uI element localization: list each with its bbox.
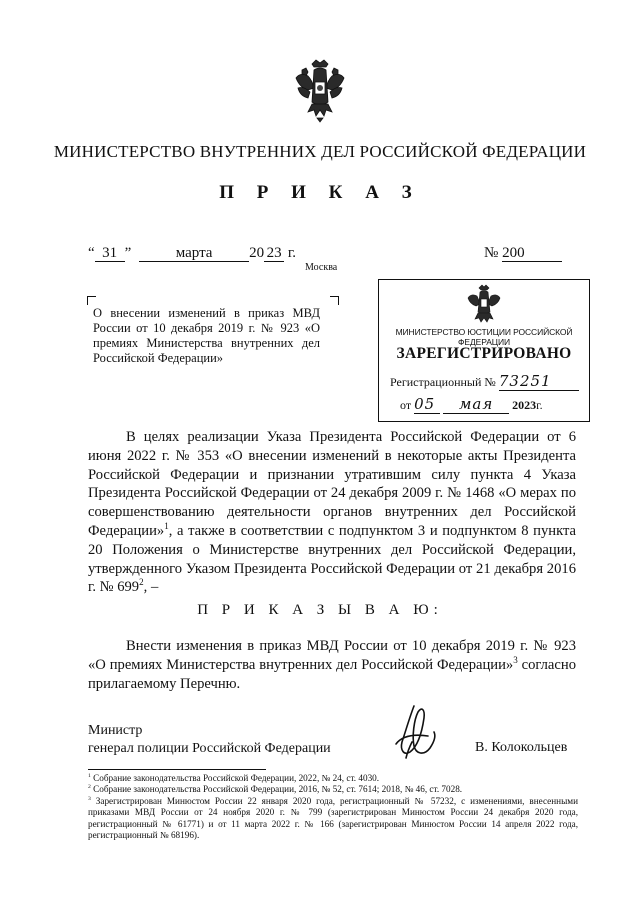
stamp-date-day: 05 [414,395,440,414]
footnote-ref-2: 2 [139,577,144,588]
footnote-1 [88,773,578,784]
stamp-reg-number: 73251 [499,372,579,391]
stamp-date-line [400,395,543,414]
footnote-text-1: Собрание законодательства Российской Федерации, 2022, № 24, ст. 4030. [90,773,380,783]
subject-corner-left [87,296,96,305]
footnote-divider [88,769,266,770]
operative-clause [88,637,576,694]
stamp-date-suffix: г. [536,398,543,412]
stamp-date-prefix: от [400,398,412,412]
footnote-text-2: Собрание законодательства Российской Федерации, 2016, № 52, ст. 7614; 2018, № 46, ст. 7028. [90,784,463,795]
order-title: П Р И К А З [219,182,421,203]
number-value: 200 [502,245,562,262]
footnotes [88,773,578,841]
order-subject: О внесении изменений в приказ МВД России от 10 декабря 2019 г. № 923 «О премиях Министерства внутренних дел Российской Федерации» [93,306,320,365]
orders-heading: П Р И К А З Ы В А Ю: [197,602,443,618]
date-open-quote: “ [88,245,95,261]
footnote-mark-3: 3 [88,795,91,802]
footnote-mark-2: 2 [88,784,91,791]
preamble [88,428,576,597]
footnote-ref-1: 1 [164,521,169,532]
stamp-emblem-icon [466,284,502,329]
date-year-prefix: 20 [249,245,265,261]
signature-icon [384,702,444,769]
operative-paragraph [88,637,576,694]
preamble-text-3: , – [143,579,159,596]
preamble-text-1: В целях реализации Указа Президента Российской Федерации от 6 июня 2022 г. № 353 «О внесении изменений в некоторые акты Президента Российской Федерации и признании утратившим силу пункта 4 Указа Президента Российской Федерации от 24 декабря 2009 г. № 1468 «О мерах по совершенствованию деятельности органов внутренних дел Российской Федерации» [88,429,576,539]
operative-text-2: согласно прилагаемому Перечню. [88,657,576,692]
stamp-status: ЗАРЕГИСТРИРОВАНО [396,345,572,362]
stamp-date-month: мая [443,395,509,414]
signatory-title-line2: генерал полиции Российской Федерации [88,741,331,756]
state-emblem-icon [294,58,346,129]
footnote-mark-1: 1 [88,772,91,779]
signatory-title-line1: Министр [88,723,143,738]
footnote-2 [88,784,578,795]
footnote-ref-3: 3 [513,655,518,666]
date-close-quote: ” [124,245,132,261]
stamp-ministry: МИНИСТЕРСТВО ЮСТИЦИИ РОССИЙСКОЙ ФЕДЕРАЦИИ [395,327,573,347]
signatory-title [88,722,331,758]
order-date [88,245,296,262]
stamp-reg-line [390,372,579,391]
date-year-suffix: 23 [264,245,284,262]
preamble-text-2: , а также в соответствии с подпунктом 3 и подпунктом 8 пункта 20 Положения о Министерстве внутренних дел Российской Федерации, утвержденного Указом Президента Российской Федерации от 21 декабря 2016 г. № 699 [88,522,576,596]
stamp-reg-label: Регистрационный № [390,375,496,389]
ministry-name: МИНИСТЕРСТВО ВНУТРЕННИХ ДЕЛ РОССИЙСКОЙ ФЕДЕРАЦИИ [53,142,587,161]
date-year-abbr: г. [287,245,297,261]
city: Москва [305,262,338,273]
preamble-paragraph [88,428,576,597]
subject-corner-right [330,296,339,305]
order-number [484,245,562,262]
signatory-name: В. Колокольцев [475,740,568,755]
date-day: 31 [95,245,125,262]
number-sign: № [484,245,499,261]
stamp-date-year: 2023 [512,398,537,412]
footnote-3 [88,796,578,842]
footnote-text-3: Зарегистрирован Минюстом России 22 января 2020 года, регистрационный № 57232, с изменениями, внесенными приказами МВД России от 24 ноября 2020 г. № 799 (зарегистрирован Минюстом России 24 декабря 2020 года, регистрационный № 61771) и от 11 марта 2022 г. № 166 (зарегистрирован Минюстом России 14 апреля 2022 года, регистрационный № 68196). [88,795,578,841]
operative-text-1: Внести изменения в приказ МВД России от 10 декабря 2019 г. № 923 «О премиях Министерства внутренних дел Российской Федерации» [88,638,576,673]
date-month: марта [139,245,249,262]
